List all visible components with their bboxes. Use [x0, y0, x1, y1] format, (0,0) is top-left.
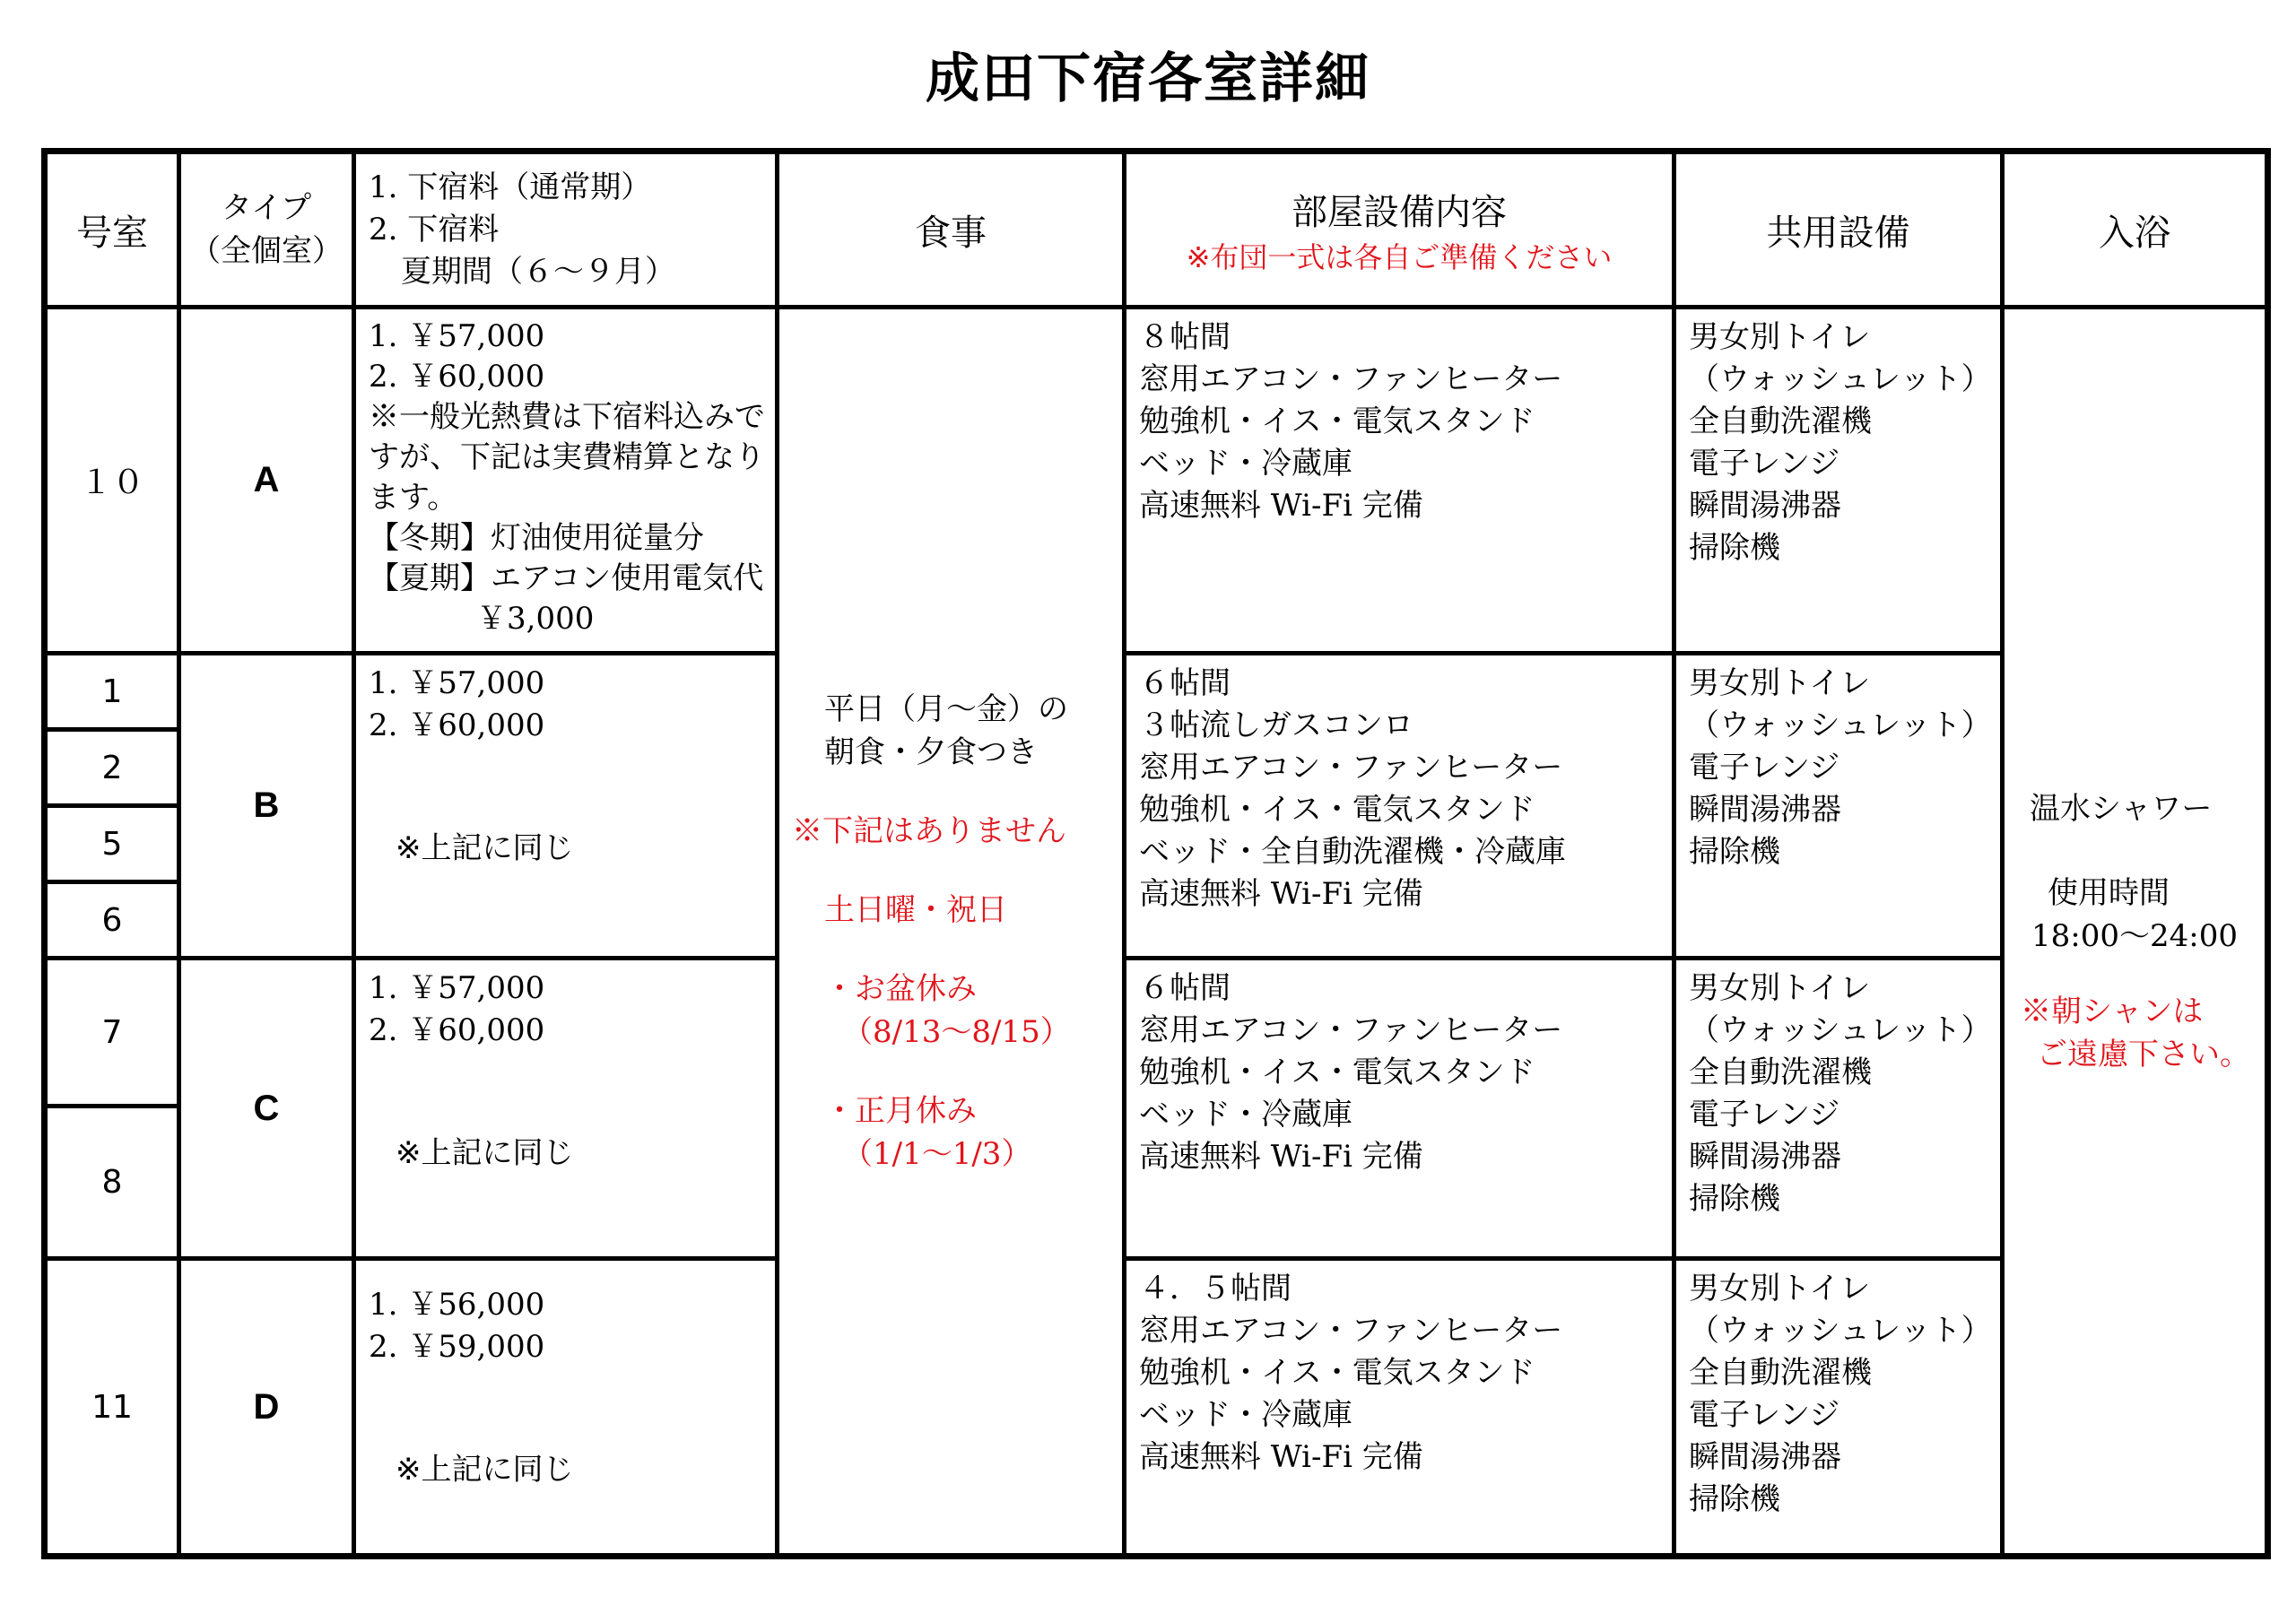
fee-line: 2. ￥60,000 — [369, 359, 545, 395]
equipment-line: 高速無料 Wi-Fi 完備 — [1139, 488, 1423, 524]
equipment-line: 勉強机・イス・電気スタンド — [1139, 1355, 1535, 1391]
fee-line: 1. ￥57,000 — [369, 970, 545, 1006]
meals-cell — [778, 308, 1125, 1557]
meals-obon-dates: （8/13～8/15） — [842, 1013, 1071, 1050]
equipment-line: ６帖間 — [1139, 665, 1231, 701]
fee-cell-d — [354, 1259, 778, 1557]
shared-line: 電子レンジ — [1689, 1097, 1840, 1133]
header-shared: 共用設備 — [1674, 152, 2003, 308]
shared-line: 男女別トイレ — [1689, 319, 1871, 355]
equipment-line: 窓用エアコン・ファンヒーター — [1139, 1012, 1563, 1048]
bath-shower: 温水シャワー — [2030, 790, 2213, 827]
shared-line: 男女別トイレ — [1689, 1271, 1871, 1306]
shared-line: 電子レンジ — [1689, 750, 1840, 785]
shared-line: （ウォッシュレット） — [1689, 707, 1992, 743]
equipment-line: 勉強机・イス・電気スタンド — [1139, 792, 1535, 828]
shared-line: 電子レンジ — [1689, 446, 1840, 482]
room-type: C — [179, 959, 354, 1259]
header-bath: 入浴 — [2003, 152, 2268, 308]
header-meals: 食事 — [778, 152, 1125, 308]
fee-note: ※一般光熱費は下宿料込みで — [369, 399, 765, 435]
header-row — [45, 152, 2268, 308]
equipment-cell-c — [1125, 959, 1674, 1259]
shared-line: 瞬間湯沸器 — [1689, 1439, 1841, 1475]
room-number: 6 — [45, 882, 179, 959]
equipment-line: 窓用エアコン・ファンヒーター — [1139, 1313, 1563, 1349]
meals-obon: ・お盆休み — [824, 970, 977, 1007]
header-futon-note: ※布団一式は各自ご準備ください — [1186, 239, 1613, 274]
equipment-line: ベッド・冷蔵庫 — [1139, 1397, 1352, 1433]
fee-line: 2. ￥59,000 — [369, 1329, 545, 1365]
bath-cell — [2003, 308, 2268, 1557]
fee-summer: 【夏期】エアコン使用電気代 — [369, 560, 764, 596]
fee-cell-c — [354, 959, 778, 1259]
meals-newyear-dates: （1/1～1/3） — [842, 1135, 1032, 1172]
equipment-line: 窓用エアコン・ファンヒーター — [1139, 361, 1563, 397]
shared-cell-c — [1674, 959, 2003, 1259]
fee-note: すが、下記は実費精算となり — [369, 439, 765, 475]
shared-line: （ウォッシュレット） — [1689, 361, 1992, 397]
equipment-line: 高速無料 Wi-Fi 完備 — [1139, 1139, 1423, 1175]
room-type: D — [179, 1259, 354, 1557]
room-type: B — [179, 654, 354, 959]
row-type-c — [45, 959, 2268, 1107]
room-number: 8 — [45, 1107, 179, 1259]
shared-line: 男女別トイレ — [1689, 665, 1871, 701]
shared-line: 瞬間湯沸器 — [1689, 488, 1841, 524]
room-type: A — [179, 308, 354, 654]
shared-line: （ウォッシュレット） — [1689, 1313, 1992, 1349]
bath-hours: 18:00～24:00 — [2031, 917, 2238, 954]
fee-note: ます。 — [369, 480, 458, 516]
shared-line: 全自動洗濯機 — [1689, 1355, 1872, 1391]
fee-line: 1. ￥56,000 — [369, 1287, 545, 1323]
row-type-a — [45, 308, 2268, 654]
shared-line: 電子レンジ — [1689, 1397, 1840, 1433]
fee-line: 1. ￥57,000 — [369, 318, 545, 354]
header-fee-line1: 1. 下宿料（通常期） — [369, 169, 652, 205]
fee-line: 1. ￥57,000 — [369, 665, 545, 701]
shared-line: 掃除機 — [1689, 834, 1780, 870]
shared-line: 全自動洗濯機 — [1689, 1055, 1872, 1090]
equipment-line: ８帖間 — [1139, 319, 1231, 355]
equipment-line: ベッド・冷蔵庫 — [1139, 446, 1352, 482]
header-room: 号室 — [45, 152, 179, 308]
fee-summer-amount: ￥3,000 — [476, 601, 595, 637]
shared-line: 全自動洗濯機 — [1689, 404, 1872, 439]
equipment-line: 勉強机・イス・電気スタンド — [1139, 404, 1535, 439]
fee-cell-b — [354, 654, 778, 959]
header-type-line1: タイプ — [221, 190, 312, 226]
bath-hours-label: 使用時間 — [2048, 874, 2170, 911]
room-number: 7 — [45, 959, 179, 1107]
equipment-line: ベッド・冷蔵庫 — [1139, 1097, 1352, 1133]
shared-line: 掃除機 — [1689, 1481, 1780, 1517]
equipment-line: ６帖間 — [1139, 970, 1231, 1006]
shared-cell-b — [1674, 654, 2003, 959]
fee-line: 2. ￥60,000 — [369, 707, 545, 743]
equipment-line: 窓用エアコン・ファンヒーター — [1139, 750, 1563, 785]
row-type-d — [45, 1259, 2268, 1557]
bath-note1: ※朝シャンは — [2021, 993, 2204, 1029]
equipment-cell-d — [1125, 1259, 1674, 1557]
equipment-line: ３帖流しガスコンロ — [1139, 707, 1413, 743]
equipment-line: 高速無料 Wi-Fi 完備 — [1139, 876, 1423, 912]
shared-line: 掃除機 — [1689, 1181, 1780, 1217]
equipment-cell-b — [1125, 654, 1674, 959]
room-number: 2 — [45, 730, 179, 806]
meals-note: ※下記はありません — [792, 812, 1066, 849]
header-fee-line3: 夏期間（６～９月） — [401, 253, 675, 290]
room-number: 11 — [45, 1259, 179, 1557]
header-fee — [354, 152, 778, 308]
meals-line1: 平日（月～金）の — [824, 690, 1068, 727]
header-type — [179, 152, 354, 308]
equipment-line: 高速無料 Wi-Fi 完備 — [1139, 1439, 1423, 1475]
bath-note2: ご遠慮下さい。 — [2037, 1036, 2250, 1072]
shared-line: 瞬間湯沸器 — [1689, 792, 1841, 828]
shared-line: 瞬間湯沸器 — [1689, 1139, 1841, 1175]
header-room-equipment-label: 部屋設備内容 — [1292, 191, 1507, 233]
header-type-line2: （全個室） — [190, 233, 343, 269]
same-as-above-note: ※上記に同じ — [396, 1452, 574, 1488]
shared-cell-a — [1674, 308, 2003, 654]
room-details-table — [41, 148, 2271, 1559]
fee-winter: 【冬期】灯油使用従量分 — [369, 520, 704, 556]
fee-cell-a — [354, 308, 778, 654]
equipment-line: 勉強机・イス・電気スタンド — [1139, 1055, 1535, 1090]
shared-line: （ウォッシュレット） — [1689, 1012, 1992, 1048]
equipment-cell-a — [1125, 308, 1674, 654]
shared-cell-d — [1674, 1259, 2003, 1557]
fee-line: 2. ￥60,000 — [369, 1012, 545, 1048]
equipment-line: ベッド・全自動洗濯機・冷蔵庫 — [1139, 834, 1566, 870]
equipment-line: ４．５帖間 — [1139, 1271, 1292, 1306]
room-number: 5 — [45, 806, 179, 882]
header-fee-line2: 2. 下宿料 — [369, 211, 500, 247]
same-as-above-note: ※上記に同じ — [396, 830, 574, 866]
room-number: 1 — [45, 654, 179, 730]
shared-line: 男女別トイレ — [1689, 970, 1871, 1006]
header-room-equipment — [1125, 152, 1674, 308]
page-title: 成田下宿各室詳細 — [926, 48, 1370, 110]
meals-newyear: ・正月休み — [824, 1092, 977, 1129]
room-number: １０ — [45, 308, 179, 654]
same-as-above-note: ※上記に同じ — [396, 1135, 574, 1171]
shared-line: 掃除機 — [1689, 530, 1780, 566]
meals-weekend: 土日曜・祝日 — [824, 891, 1007, 928]
row-type-b — [45, 654, 2268, 730]
meals-line2: 朝食・夕食つき — [824, 733, 1038, 770]
